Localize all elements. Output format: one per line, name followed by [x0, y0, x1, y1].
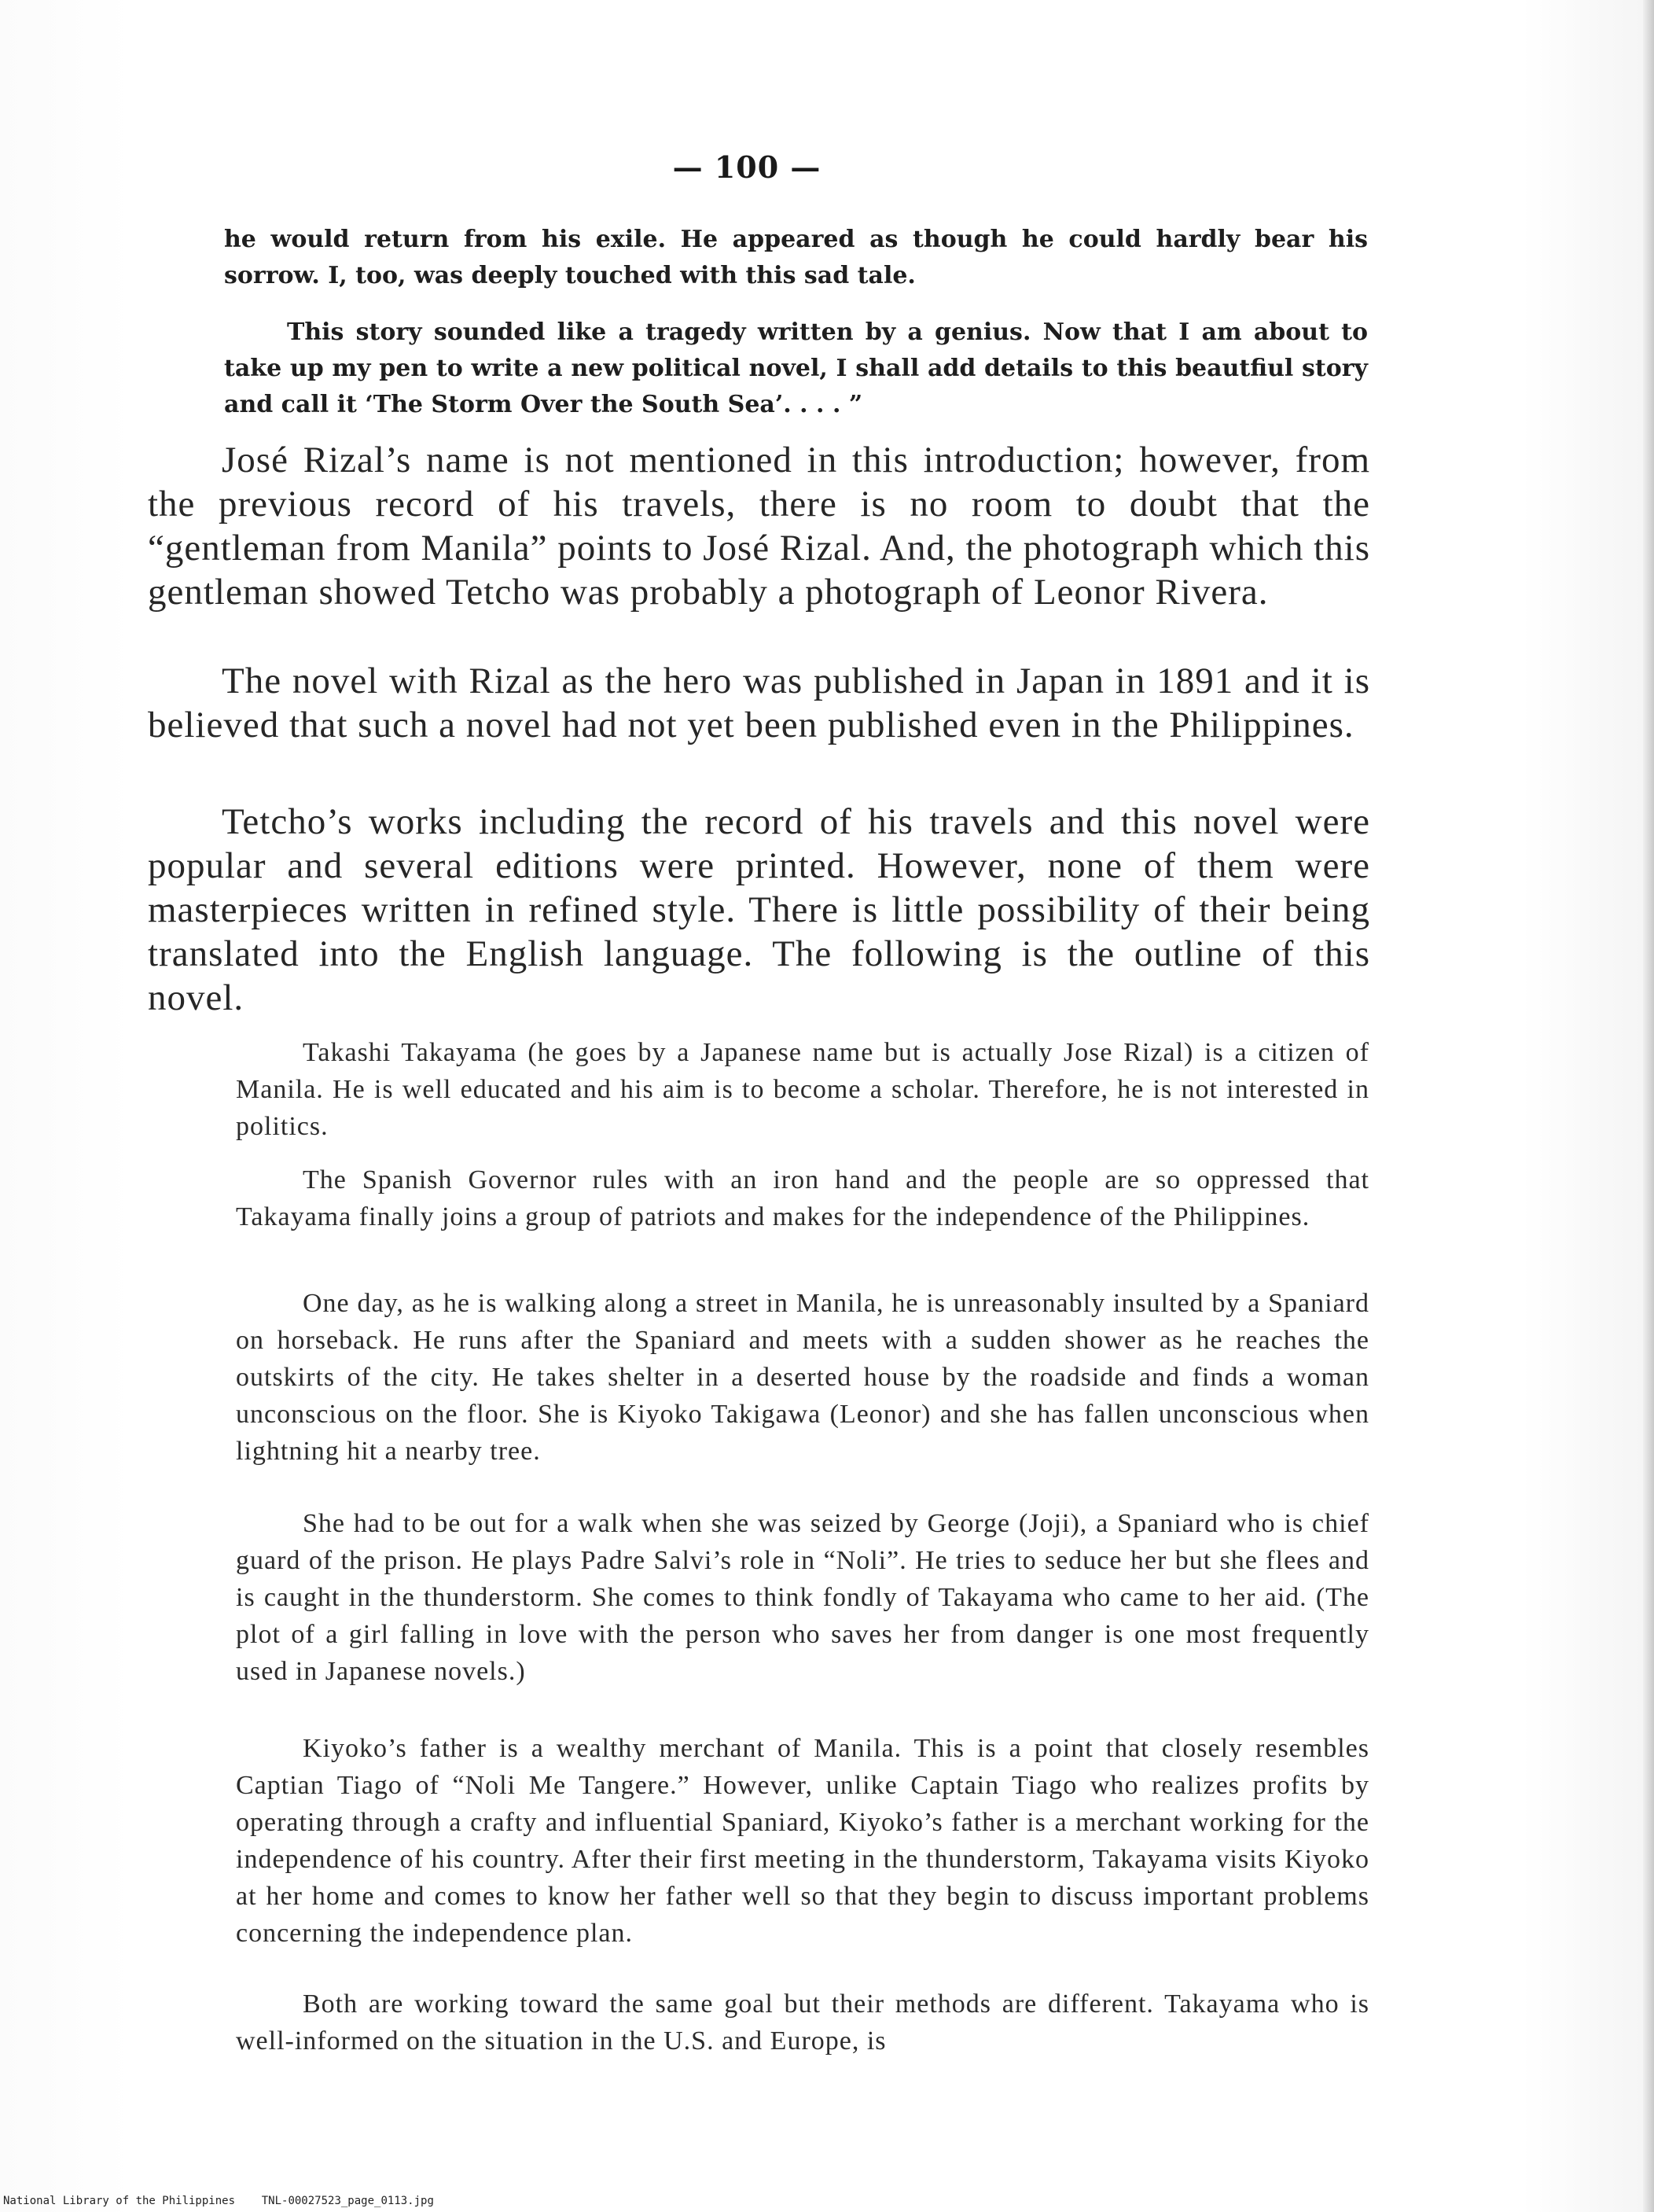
outline-paragraph-2: The Spanish Governor rules with an iron hand and the people are so oppressed that Takayama finally joins a group of patriots and makes for the independence of the Philippines.: [236, 1165, 1369, 1231]
page-edge-shadow: [1643, 0, 1654, 2212]
quote-paragraph-1: he would return from his exile. He appeared as though he could hardly bear his sorrow. I, too, was deeply touched with this sad tale.: [224, 226, 1368, 289]
quote-paragraph-2: This story sounded like a tragedy written by a genius. Now that I am about to take up my pen to write a new political novel, I shall add details to this beautfiul story and call it ‘The Storm Over the South Sea’. . . . ”: [224, 318, 1368, 418]
page-number: — 100 —: [672, 149, 821, 185]
outline-paragraph-3: One day, as he is walking along a street in Manila, he is unreasonably insulted by a Spaniard on horseback. He runs after the Spaniard and meets with a sudden shower as he reaches the outskirts of the city. He takes shelter in a deserted house by the roadside and finds a woman unconscious on the floor. She is Kiyoko Takigawa (Leonor) and she has fallen unconscious when lightning hit a nearby tree.: [236, 1289, 1369, 1466]
scan-footer: [3, 2195, 434, 2207]
outline-paragraph-1: Takashi Takayama (he goes by a Japanese name but is actually Jose Rizal) is a citizen of Manila. He is well educated and his aim is to become a scholar. Therefore, he is not interested in politics.: [236, 1038, 1369, 1141]
outline-paragraph-4: She had to be out for a walk when she was seized by George (Joji), a Spaniard who is chief guard of the prison. He plays Padre Salvi’s role in “Noli”. He tries to seduce her but she flees and is caught in the thunderstorm. She comes to think fondly of Takayama who came to her aid. (The plot of a girl falling in love with the person who saves her from danger is one most frequently used in Japanese novels.): [236, 1509, 1369, 1686]
outline-paragraph-5: Kiyoko’s father is a wealthy merchant of Manila. This is a point that closely resembles Captian Tiago of “Noli Me Tangere.” However, unlike Captain Tiago who realizes profits by operating through a crafty and influential Spaniard, Kiyoko’s father is a merchant working for the independence of his country. After their first meeting in the thunderstorm, Takayama visits Kiyoko at her home and comes to know her father well so that they begin to discuss important problems concerning the independence plan.: [236, 1734, 1369, 1948]
body-paragraph-2: The novel with Rizal as the hero was published in Japan in 1891 and it is believed that such a novel had not yet been published even in the Philippines.: [148, 661, 1370, 745]
outline-paragraph-6: Both are working toward the same goal but their methods are different. Takayama who is well-informed on the situation in the U.S. and Europe, is: [236, 1989, 1369, 2056]
footer-file: TNL-00027523_page_0113.jpg: [261, 2195, 434, 2207]
footer-library: National Library of the Philippines: [3, 2195, 236, 2207]
body-paragraph-3: Tetcho’s works including the record of his travels and this novel were popular and several editions were printed. However, none of them were masterpieces written in refined style. There is little possibility of their being translated into the English language. The following is the outline of this novel.: [148, 801, 1370, 1018]
body-paragraph-1: José Rizal’s name is not mentioned in this introduction; however, from the previous record of his travels, there is no room to doubt that the “gentleman from Manila” points to José Rizal. And, the photograph which this gentleman showed Tetcho was probably a photograph of Leonor Rivera.: [148, 440, 1370, 613]
